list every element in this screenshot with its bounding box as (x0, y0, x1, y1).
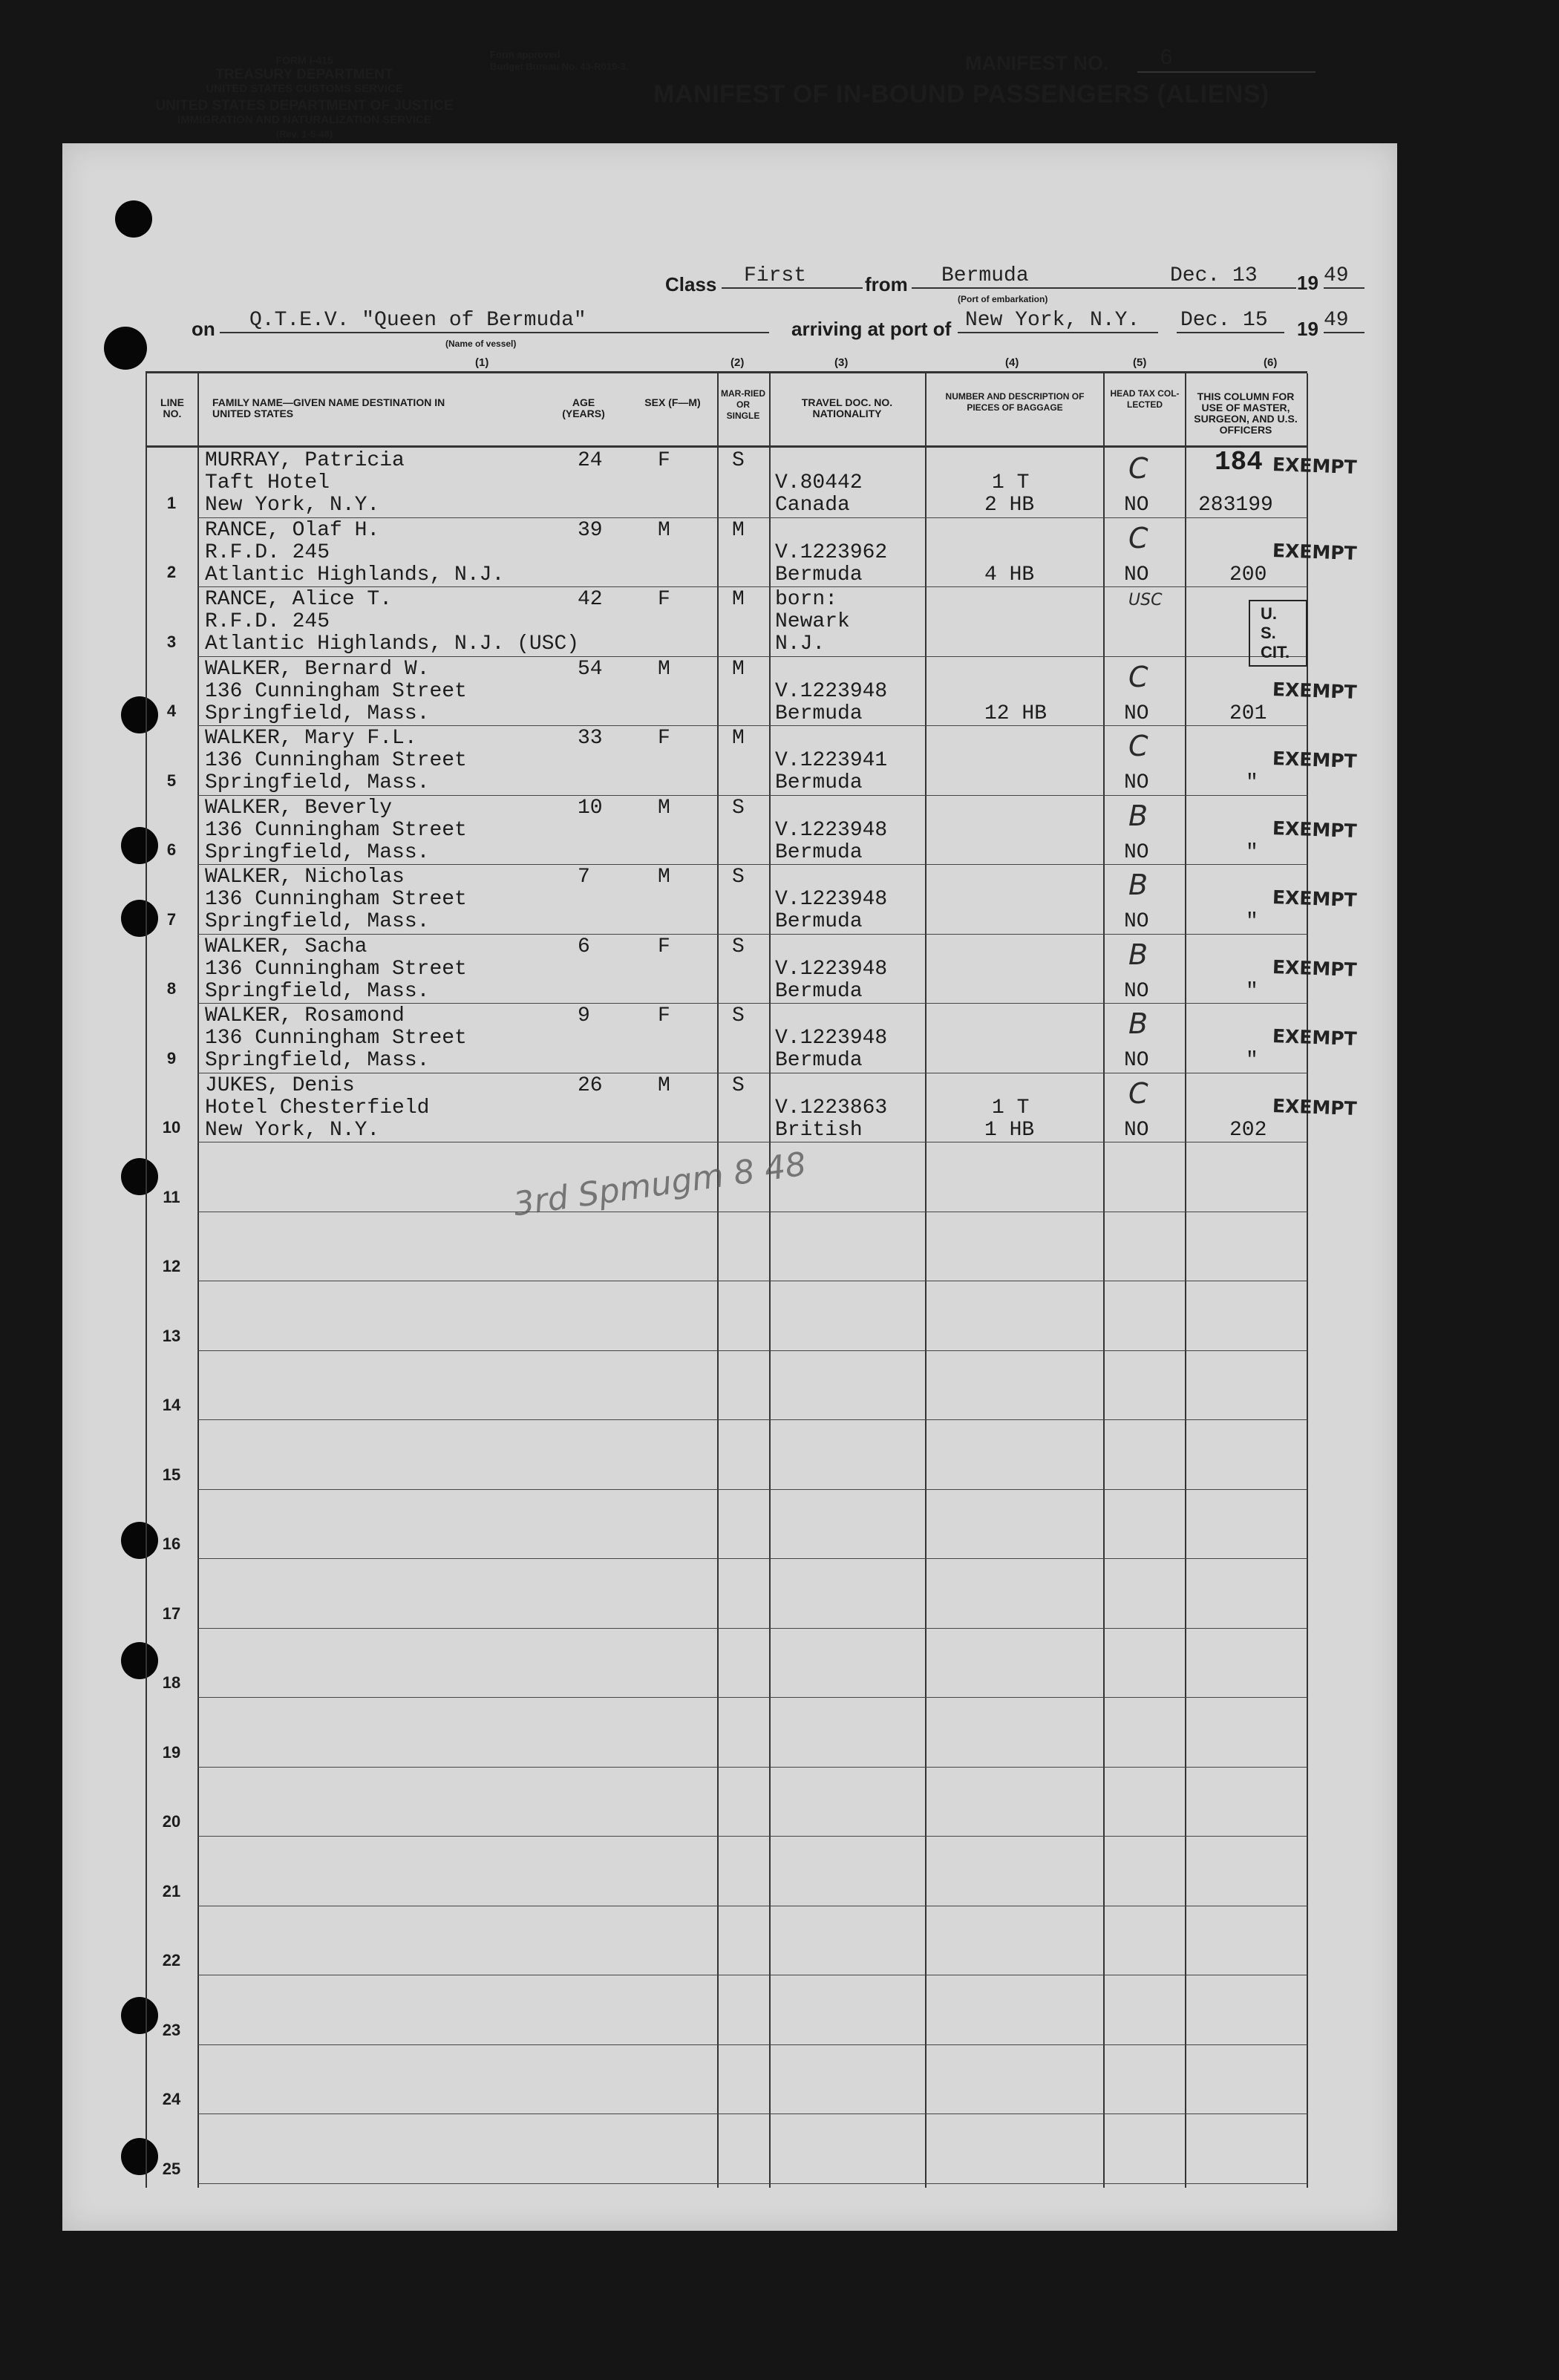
arrival-year: 49 (1324, 309, 1364, 333)
officer-number: " (1246, 840, 1258, 864)
col-header-baggage: NUMBER AND DESCRIPTION OF PIECES OF BAGGAGE (945, 391, 1085, 413)
age: 42 (578, 588, 603, 611)
destination-line-1: Hotel Chesterfield (205, 1096, 430, 1119)
head-tax-collected: NO (1124, 563, 1149, 586)
col-header-age: AGE (YEARS) (562, 396, 605, 419)
us-citizen-stamp: U. S. CIT. (1249, 600, 1307, 667)
row-divider (197, 1836, 1307, 1837)
line-number: 9 (166, 1048, 177, 1068)
inspector-mark: C (1128, 730, 1148, 762)
officer-number: " (1246, 1049, 1258, 1072)
row-divider (197, 795, 1307, 796)
age: 24 (578, 449, 603, 472)
travel-doc-no: V.1223948 (775, 957, 888, 981)
baggage-line-2: 2 HB (984, 494, 1035, 517)
line-number: 15 (162, 1465, 181, 1484)
passenger-name: MURRAY, Patricia (205, 449, 405, 472)
row-divider (197, 2044, 1307, 2045)
head-tax-collected: NO (1124, 840, 1149, 864)
manifest-no-value: 6 (1137, 46, 1315, 73)
arrival-port: New York, N.Y. (958, 309, 1158, 333)
sex: F (658, 588, 670, 611)
departure-year-prefix: 19 (1297, 272, 1318, 294)
exempt-stamp: EXEMPT (1272, 1025, 1358, 1050)
destination-line-1: 136 Cunningham Street (205, 957, 467, 981)
row-divider (197, 1628, 1307, 1629)
exempt-stamp: EXEMPT (1272, 817, 1358, 842)
binder-hole (104, 327, 147, 370)
destination-line-1: 136 Cunningham Street (205, 679, 467, 703)
line-number: 8 (166, 979, 177, 998)
row-divider (197, 2113, 1307, 2114)
row-divider (197, 1489, 1307, 1490)
row-divider (197, 934, 1307, 935)
line-number: 16 (162, 1534, 181, 1553)
sex: M (658, 518, 670, 542)
marital-status: S (732, 1004, 745, 1027)
line-number: 7 (166, 909, 177, 929)
nationality: Bermuda (775, 840, 863, 864)
colnum-1: (1) (475, 356, 489, 369)
destination-line-1: R.F.D. 245 (205, 540, 330, 564)
passenger-name: WALKER, Bernard W. (205, 657, 430, 681)
line-number: 19 (162, 1742, 181, 1762)
line-number: 10 (162, 1118, 181, 1137)
age: 39 (578, 518, 603, 542)
justice-department: UNITED STATES DEPARTMENT OF JUSTICE (155, 98, 454, 114)
age: 10 (578, 796, 603, 820)
row-divider (197, 725, 1307, 726)
head-tax-collected: NO (1124, 1118, 1149, 1142)
manifest-title: MANIFEST OF IN-BOUND PASSENGERS (ALIENS) (653, 80, 1269, 108)
baggage-line-1: 1 T (992, 1096, 1030, 1119)
manifest-number (965, 46, 1174, 75)
col-header-officers: THIS COLUMN FOR USE OF MASTER, SURGEON, AND U.S. OFFICERS (1194, 390, 1298, 436)
line-number: 23 (162, 2020, 181, 2039)
destination-line-1: 136 Cunningham Street (205, 888, 467, 911)
passenger-table (146, 371, 1358, 2188)
inspector-mark: C (1128, 660, 1148, 693)
nationality: Bermuda (775, 771, 863, 794)
line-number: 6 (166, 840, 177, 859)
row-divider (197, 656, 1307, 657)
immigration-service: IMMIGRATION AND NATURALIZATION SERVICE (177, 114, 431, 126)
destination-line-2: Springfield, Mass. (205, 979, 430, 1003)
marital-status: S (732, 796, 745, 820)
head-tax-collected: NO (1124, 702, 1149, 725)
row-divider (197, 586, 1307, 587)
row-divider (197, 1350, 1307, 1351)
inspector-mark: B (1128, 869, 1148, 901)
line-number: 22 (162, 1951, 181, 1969)
destination-line-1: Taft Hotel (205, 471, 330, 494)
officer-number: 201 (1229, 702, 1267, 725)
destination-line-2: Springfield, Mass. (205, 771, 430, 794)
baggage-line-1: 1 T (992, 471, 1030, 494)
passenger-name: WALKER, Mary F.L. (205, 727, 417, 750)
line-number: 18 (162, 1673, 181, 1692)
baggage-line-2: 12 HB (984, 702, 1047, 725)
nationality: Bermuda (775, 702, 863, 725)
passenger-name: JUKES, Denis (205, 1073, 355, 1097)
officer-number: 200 (1229, 563, 1267, 586)
travel-doc-no: V.1223863 (775, 1096, 888, 1119)
nationality: British (775, 1118, 863, 1142)
nationality: Bermuda (775, 563, 863, 586)
sex: F (658, 449, 670, 472)
colnum-4: (4) (1005, 356, 1019, 369)
col-header-married: MAR-RIED OR SINGLE (721, 388, 765, 421)
officer-number: " (1246, 979, 1258, 1003)
inspector-mark: B (1128, 938, 1148, 971)
marital-status: S (732, 866, 745, 889)
age: 6 (578, 935, 590, 958)
travel-doc-no: V.1223948 (775, 679, 888, 703)
manifest-no-label: MANIFEST NO. (965, 52, 1109, 74)
passenger-name: WALKER, Rosamond (205, 1004, 405, 1027)
form-agency-block (126, 53, 483, 141)
vessel-name: Q.T.E.V. "Queen of Bermuda" (220, 309, 769, 333)
nationality: Bermuda (775, 979, 863, 1003)
handwritten-note: 3rd Spmugm 8 48 (511, 1145, 808, 1224)
baggage-line-2: 1 HB (984, 1118, 1035, 1142)
sex: M (658, 796, 670, 820)
age: 9 (578, 1004, 590, 1027)
passenger-name: RANCE, Olaf H. (205, 518, 380, 542)
destination-line-2: Springfield, Mass. (205, 1049, 430, 1072)
exempt-stamp: EXEMPT (1272, 955, 1358, 981)
nationality: Bermuda (775, 1049, 863, 1072)
travel-doc-no: V.1223941 (775, 749, 888, 772)
sex: M (658, 657, 670, 681)
line-number: 25 (162, 2159, 181, 2178)
sex: M (658, 1073, 670, 1097)
officer-number: 283199 (1198, 494, 1273, 517)
head-tax-collected: NO (1124, 910, 1149, 933)
travel-doc-no: V.1223948 (775, 888, 888, 911)
port-of-embarkation-note: (Port of embarkation) (958, 294, 1048, 304)
passenger-name: WALKER, Sacha (205, 935, 367, 958)
age: 7 (578, 866, 590, 889)
form-approved: Form approved (490, 49, 560, 60)
age: 54 (578, 657, 603, 681)
exempt-stamp: EXEMPT (1272, 748, 1358, 772)
marital-status: M (732, 588, 745, 611)
destination-line-2: New York, N.Y. (205, 494, 380, 517)
col-header-name: FAMILY NAME—GIVEN NAME DESTINATION IN UNITED STATES (212, 396, 445, 419)
officer-number: " (1246, 910, 1258, 933)
from-value: Bermuda (912, 264, 1157, 289)
line-number: 11 (163, 1187, 180, 1206)
marital-status: M (732, 657, 745, 681)
inspector-mark: USC (1128, 591, 1163, 609)
travel-doc-no: V.1223948 (775, 1027, 888, 1050)
colnum-5: (5) (1133, 356, 1147, 369)
destination-line-2: New York, N.Y. (205, 1118, 380, 1142)
age: 26 (578, 1073, 603, 1097)
travel-doc-no: V.1223948 (775, 818, 888, 842)
marital-status: M (732, 727, 745, 750)
travel-doc-no: born: (775, 588, 838, 611)
marital-status: S (732, 449, 745, 472)
class-value: First (722, 264, 863, 289)
exempt-stamp: EXEMPT (1272, 539, 1358, 564)
class-label: Class (665, 273, 717, 295)
line-number: 12 (162, 1257, 181, 1275)
passenger-name: RANCE, Alice T. (205, 588, 393, 611)
passenger-name: WALKER, Nicholas (205, 866, 405, 889)
marital-status: S (732, 1073, 745, 1097)
vessel-name-note: (Name of vessel) (445, 339, 517, 349)
travel-doc-no: V.1223962 (775, 540, 888, 564)
line-number: 14 (162, 1396, 181, 1414)
row-divider (197, 864, 1307, 865)
on-label: on (192, 318, 215, 340)
row-divider (197, 1697, 1307, 1698)
row-divider (197, 1767, 1307, 1768)
officer-number-top: 184 (1215, 447, 1263, 477)
budget-approval (490, 49, 728, 73)
arrival-date: Dec. 15 (1177, 309, 1284, 333)
line-number: 3 (166, 632, 177, 651)
header-divider (146, 445, 1307, 448)
arriving-label: arriving at port of (791, 318, 952, 340)
form-number: FORM I-415 (275, 54, 333, 66)
destination-line-2: Springfield, Mass. (205, 702, 430, 725)
line-number: 4 (166, 702, 177, 720)
exempt-stamp: EXEMPT (1272, 886, 1358, 911)
treasury-department: TREASURY DEPARTMENT (215, 67, 393, 82)
head-tax-collected: NO (1124, 771, 1149, 794)
destination-line-2: Springfield, Mass. (205, 910, 430, 933)
officer-number: 202 (1229, 1118, 1267, 1142)
line-number: 5 (166, 771, 177, 790)
col-header-line: LINE NO. (160, 396, 184, 419)
colnum-6: (6) (1264, 356, 1278, 369)
binder-hole (115, 200, 152, 238)
inspector-mark: B (1128, 799, 1148, 832)
exempt-stamp: EXEMPT (1272, 1094, 1358, 1119)
line-number: 2 (166, 563, 177, 581)
sex: F (658, 1004, 670, 1027)
head-tax-collected: NO (1124, 979, 1149, 1003)
row-divider (197, 2183, 1307, 2184)
destination-line-1: 136 Cunningham Street (205, 1027, 467, 1050)
from-label: from (865, 273, 908, 295)
departure-date: Dec. 13 (1155, 264, 1296, 289)
destination-line-1: 136 Cunningham Street (205, 749, 467, 772)
sex: F (658, 935, 670, 958)
head-tax-collected: NO (1124, 494, 1149, 517)
head-tax-collected: NO (1124, 1049, 1149, 1072)
nationality: Canada (775, 494, 850, 517)
row-divider (197, 517, 1307, 518)
destination-line-2: Atlantic Highlands, N.J. (USC) (205, 632, 580, 656)
line-number: 13 (162, 1326, 181, 1345)
sex: M (658, 866, 670, 889)
officer-number: " (1246, 771, 1258, 794)
departure-year: 49 (1324, 264, 1364, 289)
line-number: 20 (162, 1812, 181, 1831)
line-number: 24 (162, 2090, 181, 2108)
customs-service: UNITED STATES CUSTOMS SERVICE (206, 82, 403, 95)
line-number: 1 (166, 493, 177, 512)
colnum-2: (2) (731, 356, 745, 369)
form-revision: (Rev. 1-5-48) (275, 128, 333, 140)
destination-line-1: R.F.D. 245 (205, 610, 330, 633)
marital-status: S (732, 935, 745, 958)
col-header-head-tax: HEAD TAX COL-LECTED (1110, 388, 1180, 410)
passenger-name: WALKER, Beverly (205, 796, 393, 820)
marital-status: M (732, 518, 745, 542)
inspector-mark: C (1128, 521, 1148, 555)
age: 33 (578, 727, 603, 750)
nationality-line-2: N.J. (775, 632, 826, 656)
inspector-mark: B (1128, 1007, 1148, 1040)
nationality: Bermuda (775, 910, 863, 933)
colnum-3: (3) (834, 356, 849, 369)
nationality: Newark (775, 610, 850, 633)
budget-bureau: Budget Bureau No. 43-R019-3. (490, 61, 629, 72)
inspector-mark: C (1128, 1076, 1148, 1110)
row-divider (197, 1558, 1307, 1559)
destination-line-2: Atlantic Highlands, N.J. (205, 563, 505, 586)
arrival-year-prefix: 19 (1297, 318, 1318, 340)
line-number: 21 (162, 1881, 181, 1900)
col-header-travel-doc: TRAVEL DOC. NO. NATIONALITY (801, 396, 893, 419)
sex: F (658, 727, 670, 750)
exempt-stamp: EXEMPT (1272, 678, 1358, 703)
destination-line-1: 136 Cunningham Street (205, 818, 467, 842)
line-number: 17 (162, 1603, 181, 1623)
col-header-sex: SEX (F—M) (644, 396, 701, 408)
row-divider (197, 1419, 1307, 1420)
inspector-mark: C (1128, 452, 1148, 485)
exempt-stamp: EXEMPT (1272, 454, 1358, 478)
destination-line-2: Springfield, Mass. (205, 840, 430, 864)
baggage-line-2: 4 HB (984, 563, 1035, 586)
travel-doc-no: V.80442 (775, 471, 863, 494)
row-divider (197, 1003, 1307, 1004)
